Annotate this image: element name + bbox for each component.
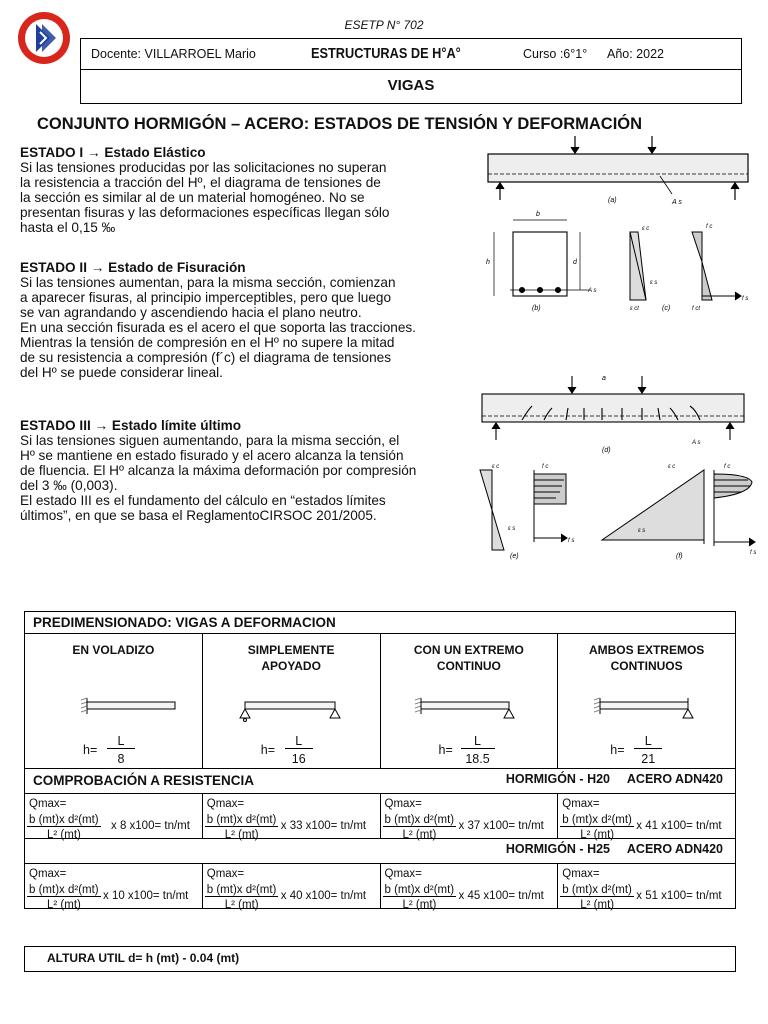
estado-2-line: a aparecer fisuras, al principio imperceptibles, pero que luego: [20, 290, 392, 305]
fig-label-e: (e): [510, 553, 519, 560]
predimensionado-table: [24, 611, 736, 909]
den-value: 21: [641, 752, 656, 766]
qmax-h20-simple: Qmax= b (mt)x d²(mt) L² (mt) x 33 x100= tn/mt: [202, 794, 380, 839]
strain-stress-diagram-e: [480, 470, 567, 550]
fig-label-a-sec: a: [602, 375, 606, 382]
num-l: L: [285, 734, 313, 749]
case-both-continuous: [558, 634, 736, 769]
fig-label-d: (d): [602, 447, 611, 454]
estado-1-2-figure: [480, 132, 760, 332]
altura-util-text: ALTURA UTIL d= h (mt) - 0.04 (mt): [47, 951, 240, 965]
h-label: h=: [438, 743, 453, 757]
fig-label-fct: f ct: [692, 306, 701, 312]
estado-2-section: [20, 260, 480, 380]
header-box: [80, 38, 742, 104]
header-divider: [81, 69, 741, 70]
fig-label-as-3: A s: [692, 440, 701, 446]
strain-stress-diagram-f: [602, 470, 755, 546]
predim-title: PREDIMENSIONADO: VIGAS A DEFORMACION: [25, 612, 736, 634]
fig-label-ect: ε ct: [630, 306, 639, 312]
fig-label-fs-2: f s: [568, 538, 575, 544]
anio-label: Año: 2022: [607, 47, 664, 61]
fig-label-es: ε s: [650, 280, 658, 286]
num-l: L: [634, 734, 662, 749]
fig-label-es-2: ε s: [508, 526, 516, 532]
section-b-diagram: [494, 220, 590, 296]
beam-a-diagram: [488, 136, 748, 200]
estado-2-heading: ESTADO II → Estado de Fisuración: [20, 260, 246, 275]
estado-2-line: se van agrandando y ascendiendo hacia el plano neutro.: [20, 305, 362, 320]
estado-1-line: presentan fisuras y las deformaciones específicas llegan sólo: [20, 205, 390, 220]
fig-label-ec-3: ε c: [668, 464, 676, 470]
qmax-h20-both-continuous: Qmax= b (mt)x d²(mt) L² (mt) x 41 x100= tn/mt: [558, 794, 736, 839]
qmax-h25-one-continuous: Qmax= b (mt)x d²(mt) L² (mt) x 45 x100= tn/mt: [380, 864, 558, 909]
fig-label-ec-2: ε c: [492, 464, 500, 470]
docente-label: Docente: VILLARROEL Mario: [91, 47, 256, 61]
h-label: h=: [260, 743, 276, 757]
estado-1-line: hasta el 0,15 ‰: [20, 220, 116, 235]
case-simple: [202, 634, 380, 769]
fig-label-fs-3: f s: [750, 550, 757, 556]
estado-3-heading: ESTADO III → Estado límite último: [20, 418, 242, 433]
fig-label-fc-3: f c: [724, 464, 731, 470]
comprobacion-header: [25, 769, 736, 794]
fig-label-fc: f c: [706, 224, 713, 230]
beam-d-diagram: [482, 376, 744, 440]
case-name: EN VOLADIZO: [72, 643, 155, 657]
fig-label-fs: f s: [742, 296, 749, 302]
estado-3-figure: [462, 370, 762, 570]
estado-2-line: de su resistencia a compresión (f´c) el diagrama de tensiones: [20, 350, 391, 365]
qmax-h25-both-continuous: Qmax= b (mt)x d²(mt) L² (mt) x 51 x100= tn/mt: [558, 864, 736, 909]
qmax-h20-one-continuous: Qmax= b (mt)x d²(mt) L² (mt) x 37 x100= tn/mt: [380, 794, 558, 839]
estado-3-section: [20, 418, 480, 523]
case-one-continuous: [380, 634, 558, 769]
fig-label-a: (a): [608, 197, 617, 204]
den-value: 16: [291, 752, 306, 766]
fig-label-c: (c): [662, 305, 671, 312]
estado-2-line: En una sección fisurada es el acero el que soporta las tracciones.: [20, 320, 416, 335]
estado-3-line: Hº se mantiene en estado fisurado y el acero alcanza la tensión: [20, 448, 404, 463]
h20-label: HORMIGÓN - H20 ACERO ADN420: [505, 772, 723, 786]
case-name: AMBOS EXTREMOS CONTINUOS: [588, 643, 705, 673]
qmax-h25-voladizo: Qmax= b (mt)x d²(mt) L² (mt) x 10 x100= tn/mt: [25, 864, 203, 909]
case-voladizo: [25, 634, 203, 769]
estado-1-section: [20, 145, 480, 235]
estado-1-heading: ESTADO I → Estado Elástico: [20, 145, 206, 160]
estado-3-line: del 3 ‰ (0,003).: [20, 478, 118, 493]
num-l: L: [461, 734, 495, 749]
comprobacion-title: COMPROBACIÓN A RESISTENCIA: [33, 773, 255, 788]
estado-3-line: últimos”, en que se basa el ReglamentoCIRSOC 201/2005.: [20, 508, 377, 523]
curso-label: Curso :6°1°: [523, 47, 588, 61]
fig-label-ec: ε c: [642, 226, 650, 232]
qmax-h25-simple: Qmax= b (mt)x d²(mt) L² (mt) x 40 x100= tn/mt: [202, 864, 380, 909]
fig-label-fc-2: f c: [542, 464, 549, 470]
fig-label-h: h: [486, 259, 490, 266]
estado-1-line: Si las tensiones producidas por las solicitaciones no superan: [20, 160, 387, 175]
fig-label-b-dim: b: [536, 211, 540, 218]
fig-label-es-3: ε s: [638, 528, 646, 534]
fig-label-as-2: A s: [588, 288, 597, 294]
subject-title: ESTRUCTURAS DE H°A°: [311, 45, 461, 62]
h-label: h=: [83, 743, 98, 757]
altura-util-box: [24, 946, 736, 972]
school-name: ESETP N° 702: [344, 18, 424, 32]
case-name: SIMPLEMENTE APOYADO: [247, 643, 335, 673]
den-value: 8: [117, 752, 125, 766]
case-name: CON UN EXTREMO CONTINUO: [413, 643, 524, 673]
estado-2-line: Mientras la tensión de compresión en el Hº no supere la mitad: [20, 335, 395, 350]
fig-label-as: A s: [672, 199, 682, 206]
h-label: h=: [610, 743, 625, 757]
estado-3-line: Si las tensiones siguen aumentando, para la misma sección, el: [20, 433, 400, 448]
fig-label-d: d: [573, 259, 577, 266]
fig-label-f: (f): [676, 553, 683, 560]
estado-1-line: la resistencia a tracción del Hº, el diagrama de tensiones de: [20, 175, 381, 190]
estado-2-line: Si las tensiones aumentan, para la misma sección, comienzan: [20, 275, 396, 290]
estado-3-line: de fluencia. El Hº alcanza la máxima deformación por compresión: [20, 463, 417, 478]
num-l: L: [107, 734, 135, 749]
estado-3-line: El estado III es el fundamento del cálculo en “estados límites: [20, 493, 386, 508]
page-title: VIGAS: [387, 77, 435, 94]
den-value: 18.5: [465, 752, 490, 766]
estado-2-line: del Hº se puede considerar lineal.: [20, 365, 223, 380]
strain-diagram-c: [630, 232, 646, 300]
h25-header: [25, 839, 736, 864]
estado-1-line: la sección es similar al de un material homogéneo. No se: [20, 190, 365, 205]
h25-label: HORMIGÓN - H25 ACERO ADN420: [505, 842, 723, 856]
fig-label-b: (b): [532, 305, 541, 312]
main-heading: CONJUNTO HORMIGÓN – ACERO: ESTADOS DE TENSIÓN Y DEFORMACIÓN: [37, 115, 643, 133]
stress-diagram-c: [692, 232, 741, 300]
qmax-h20-voladizo: Qmax= b (mt)x d²(mt) L² (mt) x 8 x100= tn/mt: [25, 794, 203, 839]
